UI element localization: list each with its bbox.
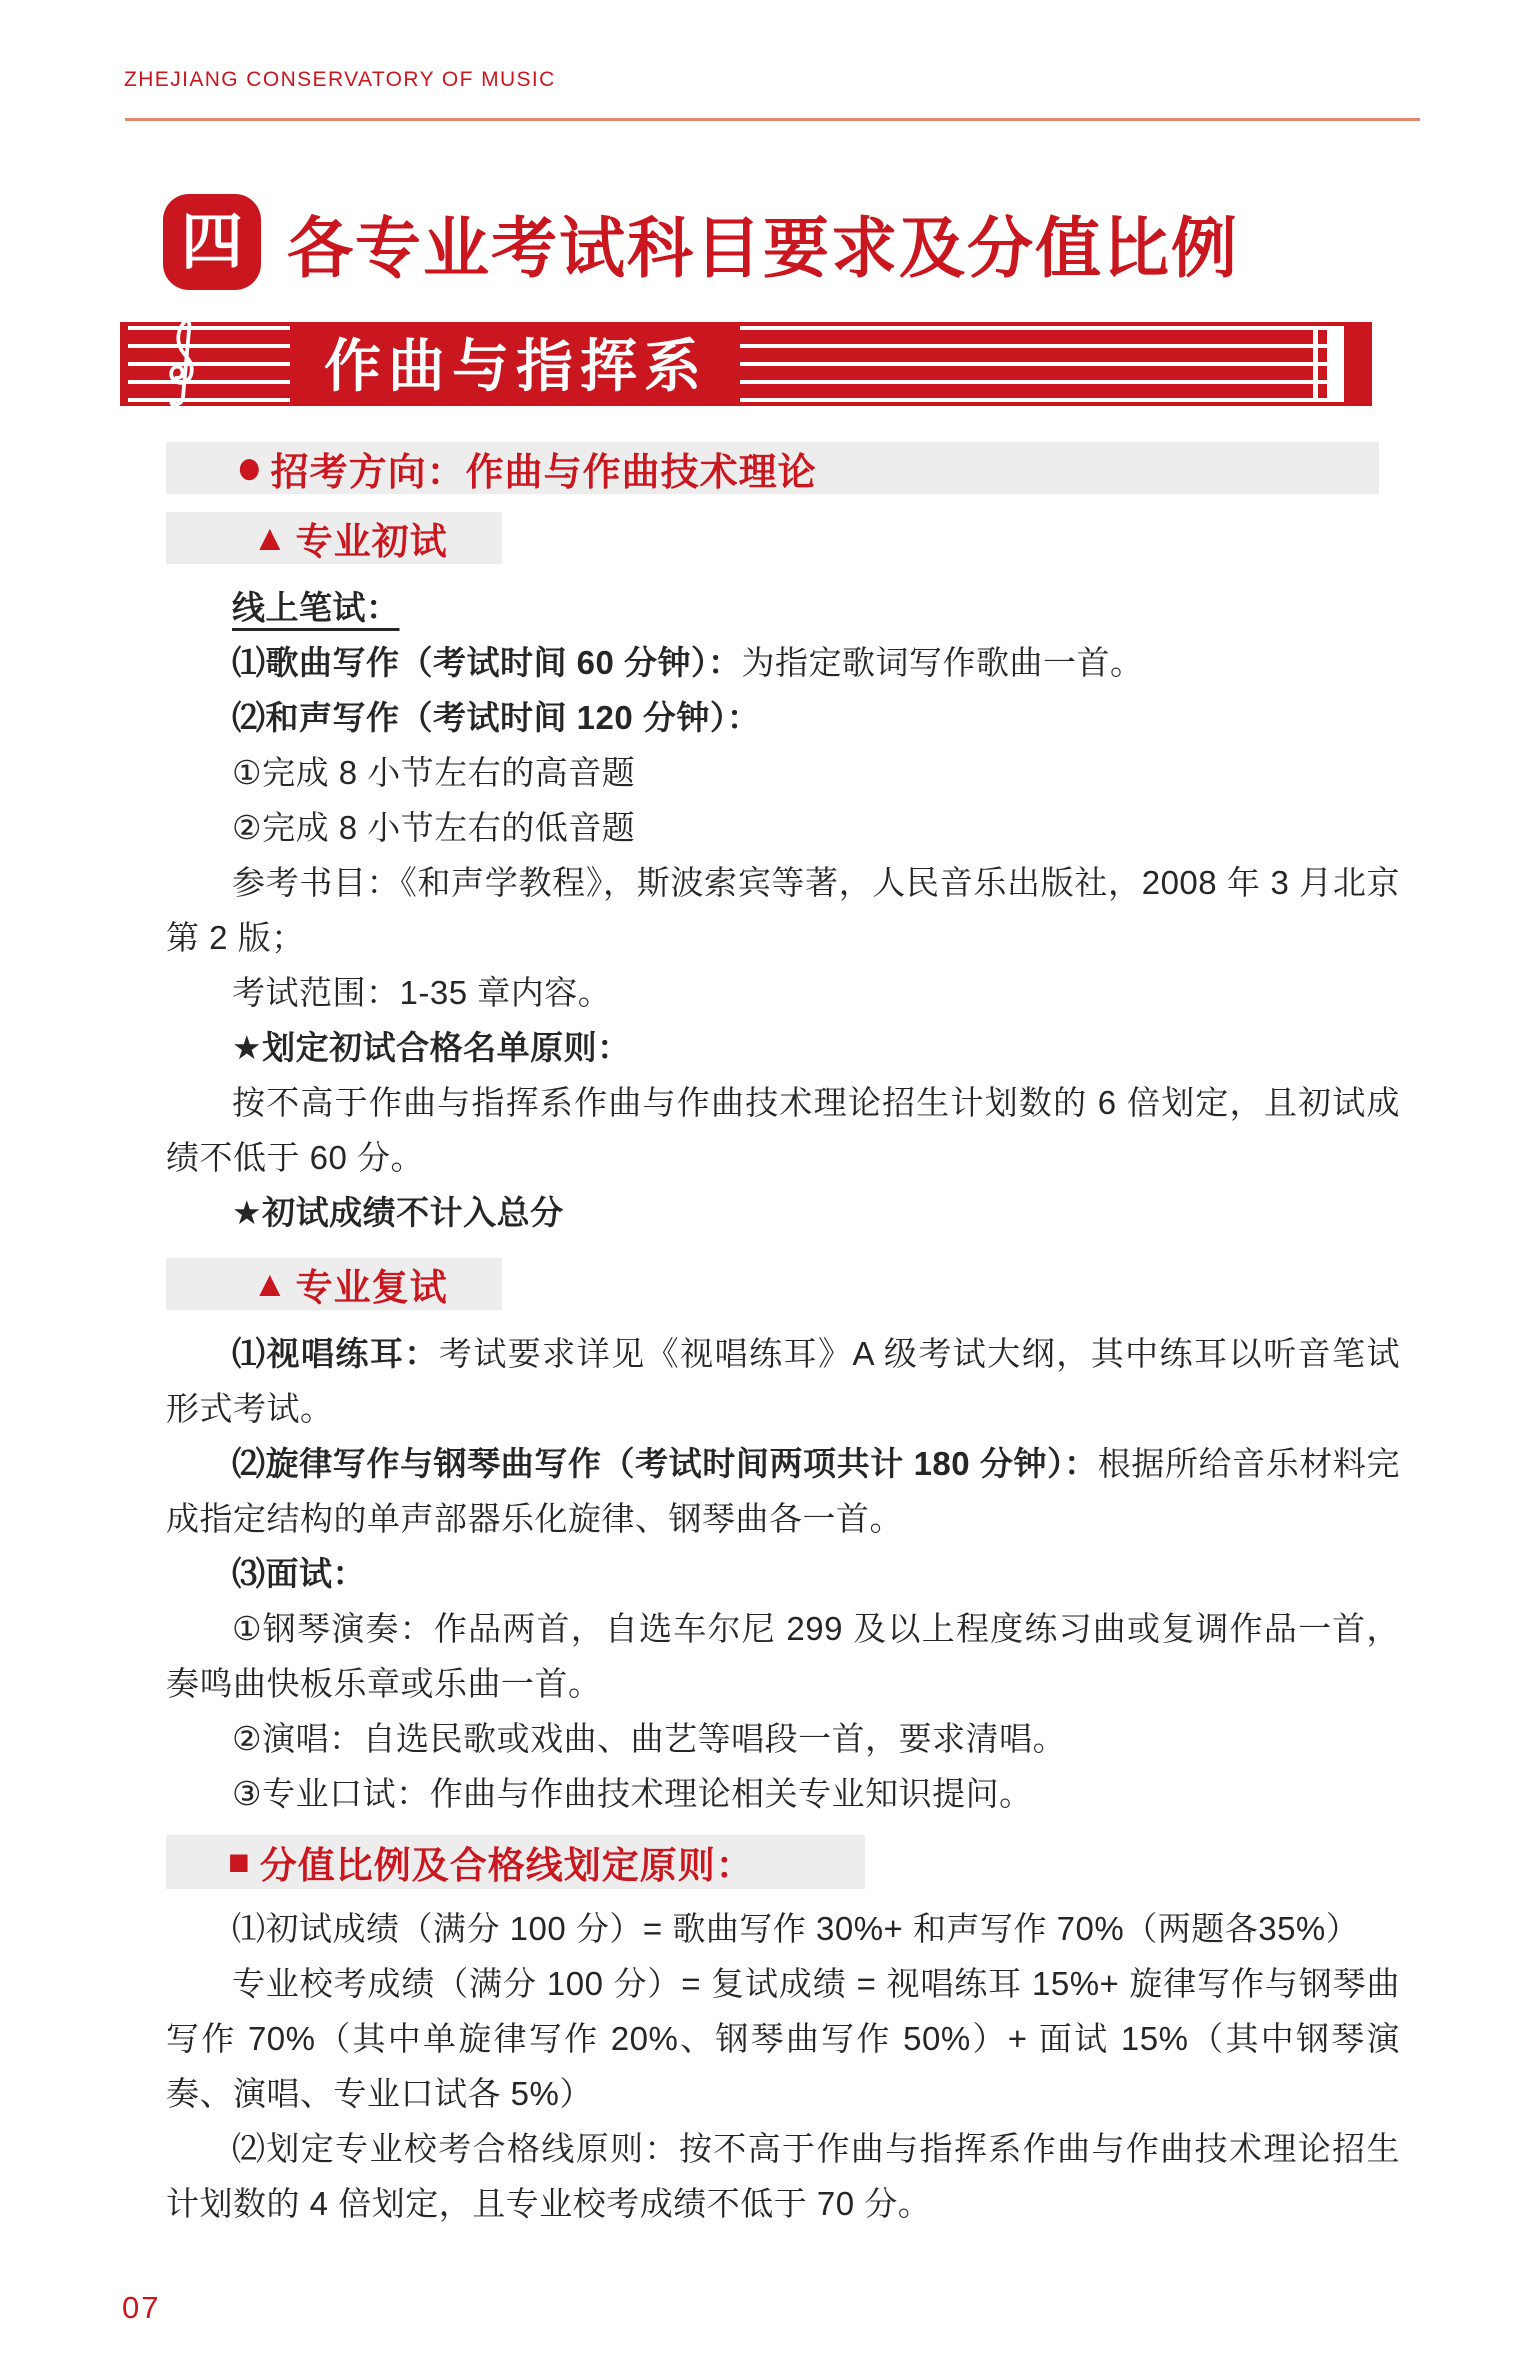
text-segment: ②演唱：自选民歌或戏曲、曲艺等唱段一首，要求清唱。 xyxy=(232,1720,1067,1757)
triangle-icon: ▲ xyxy=(252,517,288,558)
initial-exam-bar xyxy=(166,512,502,564)
bullet-dot-icon: ● xyxy=(236,440,263,495)
text-segment: 根据所给音乐材料完成指定结构的单声部器乐化旋律、钢琴曲各一首。 xyxy=(166,1445,1400,1537)
text-segment: ②完成 8 小节左右的低音题 xyxy=(232,809,636,846)
text-segment: 考试要求详见《视唱练耳》A 级考试大纲，其中练耳以听音笔试形式考试。 xyxy=(166,1335,1400,1427)
text-segment: ⑶面试： xyxy=(232,1555,366,1592)
page-number: 07 xyxy=(122,2290,161,2325)
text-segment: ⑴初试成绩（满分 100 分）= 歌曲写作 30%+ 和声写作 70%（两题各35%） xyxy=(232,1910,1360,1947)
paragraph xyxy=(166,635,1400,690)
text-segment: 参考书目：《和声学教程》，斯波索宾等著，人民音乐出版社，2008 年 3 月北京第 2 版； xyxy=(166,864,1400,956)
paragraph xyxy=(166,1075,1400,1185)
staff-barline-thick-icon xyxy=(1327,326,1344,402)
score-ratio-bar-label: 分值比例及合格线划定原则： xyxy=(259,1845,754,1886)
text-segment: 考试范围：1-35 章内容。 xyxy=(232,974,612,1011)
paragraph xyxy=(166,1956,1400,2121)
text-segment: 线上笔试： xyxy=(232,589,400,626)
section-index: 四 xyxy=(180,205,243,278)
text-segment: ⑵和声写作（考试时间 120 分钟）： xyxy=(232,699,761,736)
retest-bar-label: 专业复试 xyxy=(295,1267,448,1308)
text-segment: ⑵旋律写作与钢琴曲写作（考试时间两项共计 180 分钟）： xyxy=(232,1445,1098,1482)
text-segment: 为指定歌词写作歌曲一首。 xyxy=(741,644,1144,681)
text-segment: ⑴视唱练耳： xyxy=(232,1335,439,1372)
staff-barline-thin-icon xyxy=(1313,326,1318,402)
paragraph xyxy=(166,965,1400,1020)
paragraph xyxy=(166,745,1400,800)
paragraph xyxy=(166,800,1400,855)
section-index-badge xyxy=(163,194,261,290)
paragraph xyxy=(166,1020,1400,1075)
paragraph xyxy=(166,1436,1400,1546)
paragraph xyxy=(166,1601,1400,1711)
retest-bar xyxy=(166,1258,502,1310)
section-title-text: 各专业考试科目要求及分值比例 xyxy=(287,208,1239,287)
direction-heading-bar-label: 招考方向：作曲与作曲技术理论 xyxy=(270,451,817,494)
text-segment: ①完成 8 小节左右的高音题 xyxy=(232,754,636,791)
paragraph xyxy=(166,1711,1400,1766)
header-rule xyxy=(125,118,1420,121)
text-segment: ③专业口试：作曲与作曲技术理论相关专业知识提问。 xyxy=(232,1775,1033,1812)
staff-lines-right xyxy=(740,326,1344,402)
square-icon: ■ xyxy=(228,1841,250,1882)
paragraph xyxy=(166,1546,1400,1601)
score-ratio-bar xyxy=(166,1835,865,1889)
paragraph xyxy=(166,1766,1400,1821)
text-segment: 按不高于作曲与指挥系作曲与作曲技术理论招生计划数的 6 倍划定，且初试成绩不低于 60 分。 xyxy=(166,1084,1400,1176)
direction-heading-bar xyxy=(166,442,1379,494)
section-title xyxy=(163,194,1239,290)
paragraph xyxy=(166,2121,1400,2231)
paragraph xyxy=(166,1901,1400,1956)
text-segment: ★划定初试合格名单原则： xyxy=(232,1029,631,1066)
department-banner xyxy=(120,322,1372,406)
text-segment: ⑴歌曲写作（考试时间 60 分钟）： xyxy=(232,644,742,681)
paragraph xyxy=(166,580,1400,635)
triangle-icon: ▲ xyxy=(252,1263,288,1304)
text-segment: ★初试成绩不计入总分 xyxy=(232,1194,564,1231)
org-name-en: ZHEJIANG CONSERVATORY OF MUSIC xyxy=(124,68,556,91)
staff-lines-left xyxy=(128,326,290,402)
text-segment: 专业校考成绩（满分 100 分）= 复试成绩 = 视唱练耳 15%+ 旋律写作与钢琴曲写作 70%（其中单旋律写作 20%、钢琴曲写作 50%）+ 面试 15%（其中钢琴演奏、演唱、专业口试各 5%） xyxy=(166,1965,1400,2112)
paragraph xyxy=(166,690,1400,745)
paragraph xyxy=(166,855,1400,965)
initial-exam-bar-label: 专业初试 xyxy=(295,521,448,562)
paragraph xyxy=(166,1326,1400,1436)
content-area xyxy=(166,406,1400,2231)
text-segment: ①钢琴演奏：作品两首，自选车尔尼 299 及以上程度练习曲或复调作品一首，奏鸣曲快板乐章或乐曲一首。 xyxy=(166,1610,1400,1702)
text-segment: ⑵划定专业校考合格线原则：按不高于作曲与指挥系作曲与作曲技术理论招生计划数的 4 倍划定，且专业校考成绩不低于 70 分。 xyxy=(166,2130,1400,2222)
treble-clef-icon xyxy=(166,317,200,411)
paragraph xyxy=(166,1185,1400,1240)
department-name: 作曲与指挥系 xyxy=(324,332,708,400)
